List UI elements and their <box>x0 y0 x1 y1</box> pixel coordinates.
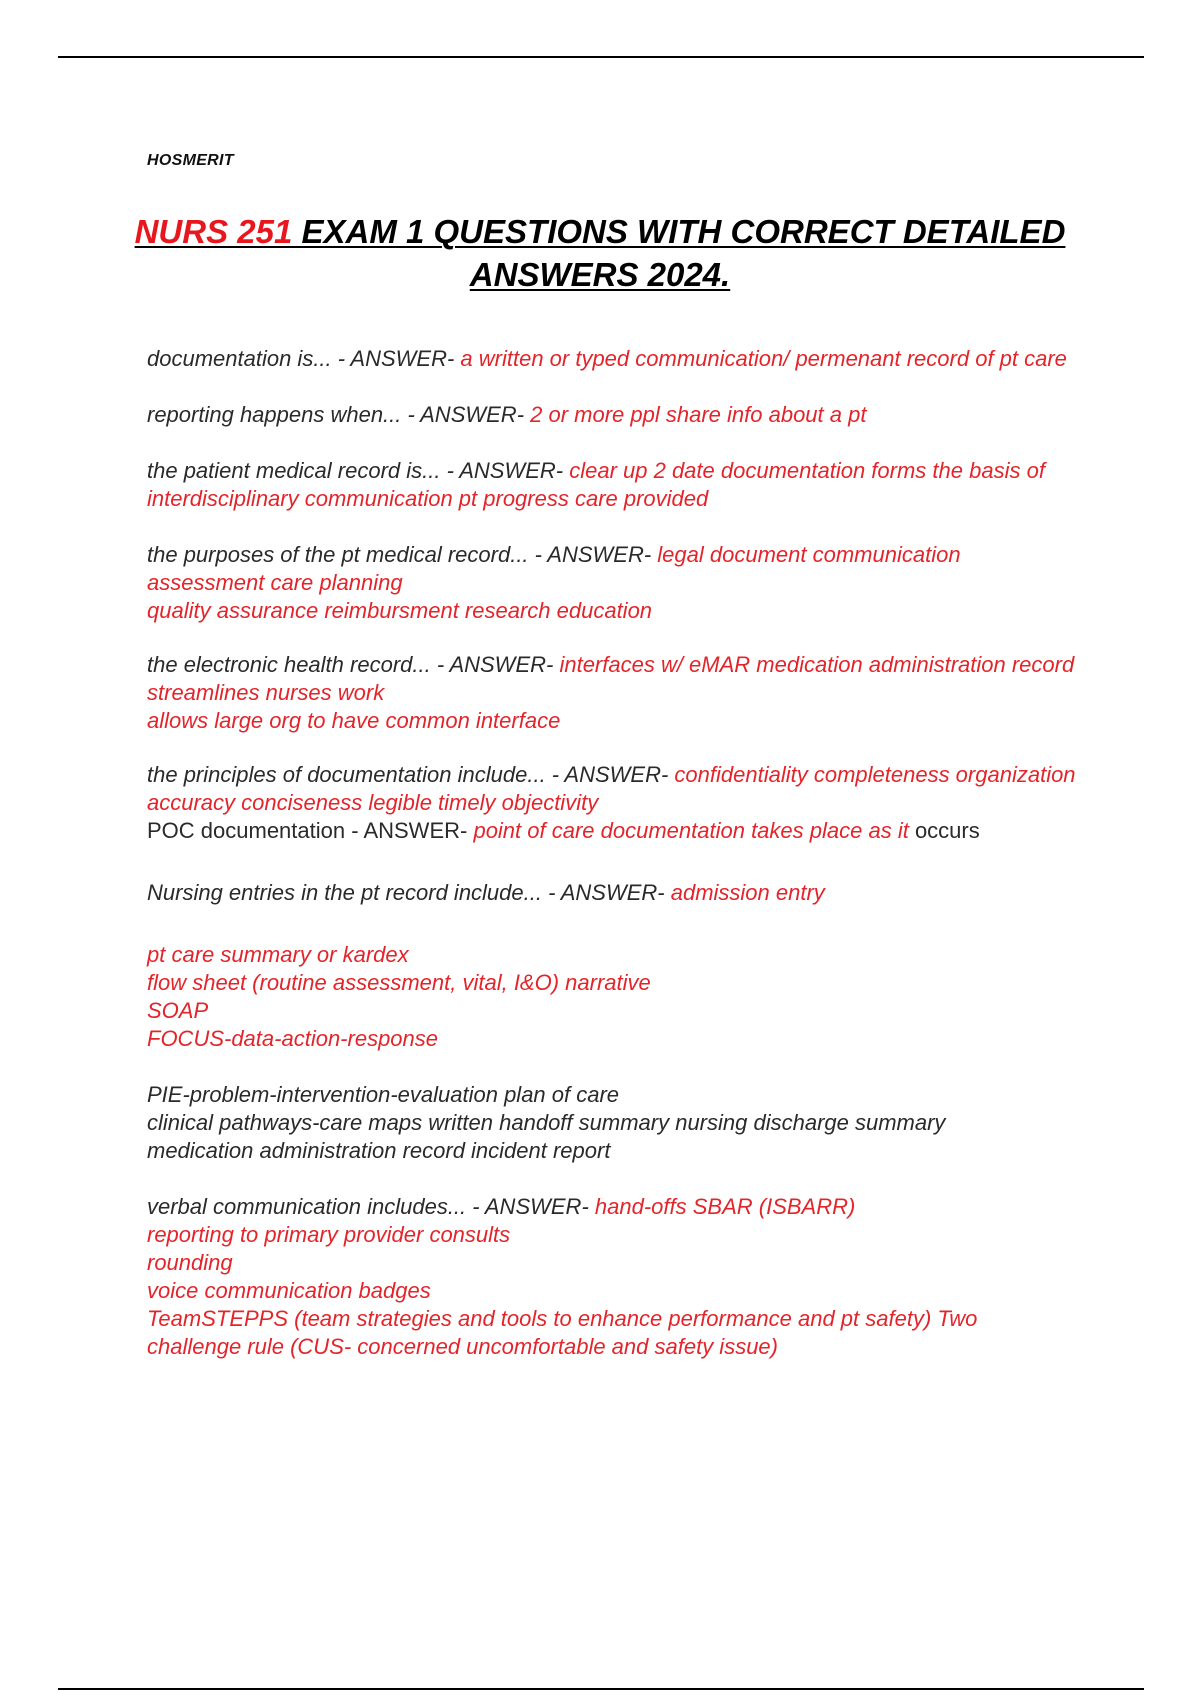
qa-item <box>147 401 1077 429</box>
answer-line: pt care summary or kardex <box>147 942 409 967</box>
answer-text: legal document communication assessment care planning <box>147 542 961 595</box>
question-text: POC documentation - ANSWER- <box>147 818 474 843</box>
question-text: Nursing entries in the pt record include... - ANSWER- <box>147 880 671 905</box>
page-title <box>120 210 1080 296</box>
answer-text: admission entry <box>670 880 825 905</box>
answer-line: FOCUS-data-action-response <box>147 1026 439 1051</box>
title-course-code: NURS 251 <box>134 213 302 250</box>
question-text: documentation is... - ANSWER- <box>147 346 461 371</box>
answer-text: clear up 2 date documentation forms the basis of interdisciplinary communication pt progress care provided <box>147 458 1045 511</box>
qa-item <box>147 541 1077 625</box>
answer-text: 2 or more ppl share info about a pt <box>530 402 867 427</box>
answer-line: voice communication badges <box>147 1278 431 1303</box>
qa-item <box>147 817 1077 845</box>
answer-line: allows large org to have common interface <box>147 708 561 733</box>
qa-item <box>147 761 1077 817</box>
qa-item <box>147 345 1077 373</box>
title-text: EXAM 1 QUESTIONS WITH CORRECT DETAILED ANSWERS 2024. <box>301 213 1066 293</box>
answer-text: hand-offs SBAR (ISBARR) <box>594 1194 856 1219</box>
plain-line: PIE-problem-intervention-evaluation plan of care <box>147 1082 620 1107</box>
question-text: verbal communication includes... - ANSWER- <box>147 1194 595 1219</box>
plain-list <box>147 1081 1077 1165</box>
answer-line: rounding <box>147 1250 233 1275</box>
answer-tail: occurs <box>908 818 980 843</box>
answer-line: flow sheet (routine assessment, vital, I&O) narrative <box>147 970 651 995</box>
qa-list <box>147 345 1077 1361</box>
question-text: the patient medical record is... - ANSWER- <box>147 458 570 483</box>
answer-line: streamlines nurses work <box>147 680 385 705</box>
answer-line: SOAP <box>147 998 209 1023</box>
qa-item <box>147 651 1077 735</box>
question-text: the principles of documentation include... - ANSWER- <box>147 762 675 787</box>
question-text: reporting happens when... - ANSWER- <box>147 402 531 427</box>
question-text: the electronic health record... - ANSWER- <box>147 652 560 677</box>
qa-item <box>147 457 1077 513</box>
top-rule <box>58 56 1144 58</box>
answer-text: confidentiality completeness organization accuracy conciseness legible timely objectivity <box>147 762 1076 815</box>
qa-item <box>147 879 1077 907</box>
answer-line: TeamSTEPPS (team strategies and tools to enhance performance and pt safety) Two challenge rule (CUS- concerned uncomfortable and safety issue) <box>147 1306 978 1359</box>
qa-item <box>147 1193 1077 1361</box>
answer-list <box>147 941 1077 1053</box>
answer-text: interfaces w/ eMAR medication administration record <box>559 652 1075 677</box>
answer-line: quality assurance reimbursment research education <box>147 598 653 623</box>
bottom-rule <box>58 1688 1144 1690</box>
question-text: the purposes of the pt medical record... - ANSWER- <box>147 542 658 567</box>
answer-text: point of care documentation takes place as it <box>473 818 909 843</box>
plain-line: clinical pathways-care maps written handoff summary nursing discharge summary <box>147 1110 946 1135</box>
answer-line: reporting to primary provider consults <box>147 1222 511 1247</box>
answer-text: a written or typed communication/ permenant record of pt care <box>460 346 1067 371</box>
brand-label: HOSMERIT <box>147 152 234 169</box>
plain-line: medication administration record incident report <box>147 1138 611 1163</box>
